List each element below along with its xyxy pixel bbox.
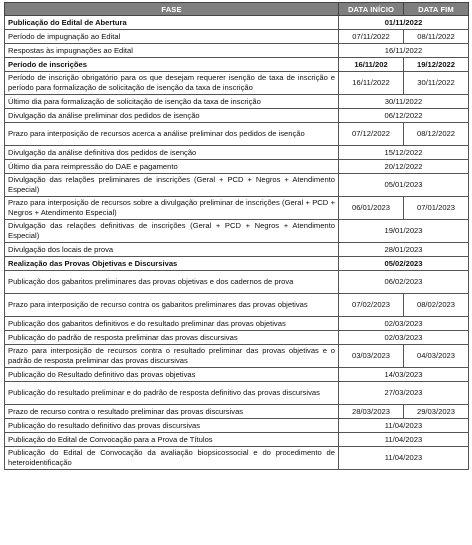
data-inicio-cell: 07/02/2023 xyxy=(339,294,404,317)
table-row xyxy=(5,345,469,368)
data-unica-cell: 05/02/2023 xyxy=(339,257,469,271)
fase-cell: Divulgação dos locais de prova xyxy=(5,243,339,257)
fase-cell: Divulgação das relações definitivas de inscrições (Geral + PCD + Negros + Atendimento Especial) xyxy=(5,220,339,243)
table-row xyxy=(5,44,469,58)
fase-cell: Publicação do Edital de Convocação para a Prova de Títulos xyxy=(5,433,339,447)
fase-cell: Divulgação das relações preliminares de inscrições (Geral + PCD + Negros + Atendimento Especial) xyxy=(5,174,339,197)
fase-cell: Publicação do resultado definitivo das provas discursivas xyxy=(5,419,339,433)
data-unica-cell: 15/12/2022 xyxy=(339,146,469,160)
table-row xyxy=(5,294,469,317)
fase-cell: Prazo para interposição de recursos acerca a análise preliminar dos pedidos de isenção xyxy=(5,123,339,146)
data-fim-cell: 08/11/2022 xyxy=(404,30,469,44)
data-unica-cell: 16/11/2022 xyxy=(339,44,469,58)
data-inicio-cell: 16/11/2022 xyxy=(339,72,404,95)
data-fim-cell: 07/01/2023 xyxy=(404,197,469,220)
data-inicio-cell: 28/03/2023 xyxy=(339,405,404,419)
data-unica-cell: 02/03/2023 xyxy=(339,331,469,345)
data-fim-cell: 29/03/2023 xyxy=(404,405,469,419)
fase-cell: Último dia para formalização de solicitação de isenção da taxa de inscrição xyxy=(5,95,339,109)
table-row xyxy=(5,109,469,123)
table-row xyxy=(5,160,469,174)
header-data-fim: DATA FIM xyxy=(404,3,469,16)
table-row xyxy=(5,419,469,433)
data-unica-cell: 02/03/2023 xyxy=(339,317,469,331)
table-row xyxy=(5,72,469,95)
table-row xyxy=(5,58,469,72)
table-row xyxy=(5,30,469,44)
table-row xyxy=(5,447,469,470)
fase-cell: Divulgação da análise preliminar dos pedidos de isenção xyxy=(5,109,339,123)
schedule-table xyxy=(4,2,469,470)
fase-cell: Publicação do Resultado definitivo das provas objetivas xyxy=(5,368,339,382)
data-fim-cell: 19/12/2022 xyxy=(404,58,469,72)
table-row xyxy=(5,368,469,382)
data-unica-cell: 06/02/2023 xyxy=(339,271,469,294)
table-row xyxy=(5,95,469,109)
data-unica-cell: 14/03/2023 xyxy=(339,368,469,382)
table-body xyxy=(5,16,469,470)
data-fim-cell: 08/12/2022 xyxy=(404,123,469,146)
table-header xyxy=(5,3,469,16)
fase-cell: Prazo para interposição de recursos sobre a divulgação preliminar de inscrições (Geral + PCD + Negros + Atendimento Especial) xyxy=(5,197,339,220)
data-unica-cell: 05/01/2023 xyxy=(339,174,469,197)
data-fim-cell: 04/03/2023 xyxy=(404,345,469,368)
fase-cell: Período de impugnação ao Edital xyxy=(5,30,339,44)
table-row xyxy=(5,257,469,271)
table-row xyxy=(5,220,469,243)
data-fim-cell: 30/11/2022 xyxy=(404,72,469,95)
data-unica-cell: 01/11/2022 xyxy=(339,16,469,30)
fase-cell: Divulgação da análise definitiva dos pedidos de isenção xyxy=(5,146,339,160)
data-inicio-cell: 06/01/2023 xyxy=(339,197,404,220)
table-row xyxy=(5,174,469,197)
data-inicio-cell: 07/12/2022 xyxy=(339,123,404,146)
table-row xyxy=(5,317,469,331)
fase-cell: Publicação do padrão de resposta preliminar das provas discursivas xyxy=(5,331,339,345)
data-unica-cell: 30/11/2022 xyxy=(339,95,469,109)
fase-cell: Prazo de recurso contra o resultado preliminar das provas discursivas xyxy=(5,405,339,419)
data-inicio-cell: 16/11/202 xyxy=(339,58,404,72)
table-row xyxy=(5,382,469,405)
table-row xyxy=(5,16,469,30)
fase-cell: Publicação dos gabaritos definitivos e do resultado preliminar das provas objetivas xyxy=(5,317,339,331)
data-unica-cell: 27/03/2023 xyxy=(339,382,469,405)
fase-cell: Período de inscrição obrigatório para os que desejam requerer isenção de taxa de inscrição e período para formalização de solicitação de isenção da taxa de inscrição xyxy=(5,72,339,95)
table-row xyxy=(5,271,469,294)
table-row xyxy=(5,331,469,345)
fase-cell: Publicação do Edital de Convocação da avaliação biopsicossocial e do procedimento de heteroidentificação xyxy=(5,447,339,470)
data-unica-cell: 11/04/2023 xyxy=(339,419,469,433)
data-inicio-cell: 07/11/2022 xyxy=(339,30,404,44)
table-row xyxy=(5,197,469,220)
data-unica-cell: 28/01/2023 xyxy=(339,243,469,257)
fase-cell: Respostas às impugnações ao Edital xyxy=(5,44,339,58)
data-inicio-cell: 03/03/2023 xyxy=(339,345,404,368)
header-fase: FASE xyxy=(5,3,339,16)
header-row xyxy=(5,3,469,16)
data-unica-cell: 11/04/2023 xyxy=(339,447,469,470)
fase-cell: Prazo para interposição de recurso contra os gabaritos preliminares das provas objetivas xyxy=(5,294,339,317)
table-row xyxy=(5,146,469,160)
table-row xyxy=(5,243,469,257)
table-row xyxy=(5,433,469,447)
table-row xyxy=(5,123,469,146)
table-row xyxy=(5,405,469,419)
data-unica-cell: 19/01/2023 xyxy=(339,220,469,243)
header-data-inicio: DATA INÍCIO xyxy=(339,3,404,16)
fase-cell: Realização das Provas Objetivas e Discursivas xyxy=(5,257,339,271)
fase-cell: Prazo para interposição de recursos contra o resultado preliminar das provas objetivas e o padrão de resposta preliminar das provas discursivas xyxy=(5,345,339,368)
fase-cell: Publicação dos gabaritos preliminares das provas objetivas e dos cadernos de prova xyxy=(5,271,339,294)
data-unica-cell: 20/12/2022 xyxy=(339,160,469,174)
data-fim-cell: 08/02/2023 xyxy=(404,294,469,317)
fase-cell: Publicação do Edital de Abertura xyxy=(5,16,339,30)
fase-cell: Publicação do resultado preliminar e do padrão de resposta definitivo das provas discursivas xyxy=(5,382,339,405)
data-unica-cell: 06/12/2022 xyxy=(339,109,469,123)
fase-cell: Último dia para reimpressão do DAE e pagamento xyxy=(5,160,339,174)
data-unica-cell: 11/04/2023 xyxy=(339,433,469,447)
fase-cell: Período de inscrições xyxy=(5,58,339,72)
